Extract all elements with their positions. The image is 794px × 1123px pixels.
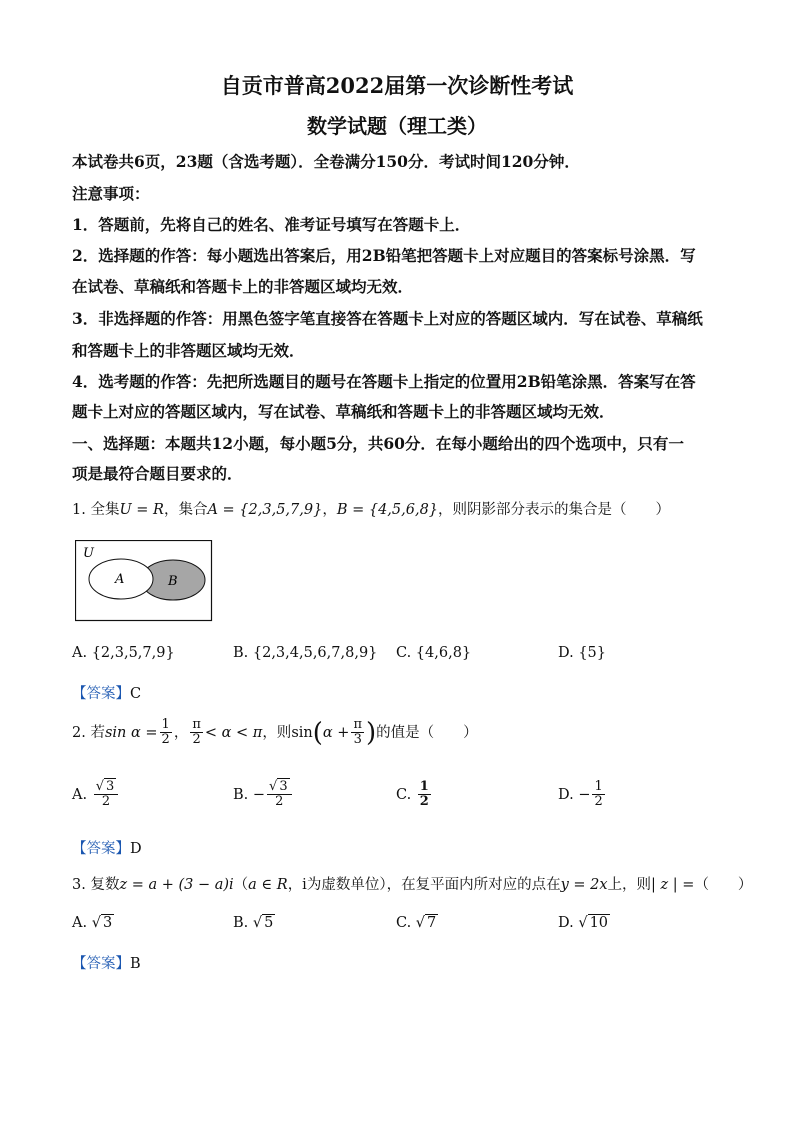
q2-answer [72,837,142,858]
q1-option-a: A. {2,3,5,7,9} [72,645,175,661]
q3-text-4: 上，则 [607,877,652,893]
q1-answer-value: C [130,686,142,702]
q3-option-b-radicand: 5 [264,915,274,931]
q2-option-b-frac: $\frac{√ 3}{2}$ [267,780,292,810]
q3-option-c-radicand: 7 [427,915,437,931]
question-1 [72,498,670,519]
q3-line: y = 2x [560,877,608,893]
notice-line-6: 4．选考题的作答：先把所选题目的题号在答题卡上指定的位置用2B铅笔涂黑．答案写在答 [72,372,696,391]
q2-text-2: ，则 [262,724,292,741]
venn-label-u: U [83,546,94,561]
q2-option-d-label: D. [558,786,574,803]
q2-option-c-num: 1 [419,779,429,794]
q2-pi-third-num: π [353,717,362,732]
exam-intro: 本试卷共6页，23题（含选考题）．全卷满分150分．考试时间120分钟． [72,152,580,171]
q2-answer-value: D [130,841,142,857]
question-2: 2. 若sin α = $\frac{1}{2}$ ， $\frac{\pi}{2}$ < α < π，则sin(α + $\frac{\pi}{3}$ )的值是（ ） [72,717,478,748]
q1-answer-tag: 【答案】 [72,686,130,702]
notice-line-7: 题卡上对应的答题区域内，写在试卷、草稿纸和答题卡上的非答题区域均无效． [72,402,615,421]
notice-heading: 注意事项： [72,184,150,203]
q3-text-3: ，i为虚数单位），在复平面内所对应的点在 [287,877,561,893]
q2-option-c-label: C. [396,786,412,803]
venn-diagram [75,540,213,622]
q2-option-d-sign: − [578,786,591,803]
q3-option-b-label: B. [233,915,249,931]
q2-option-b-label: B. [233,786,249,803]
q3-option-a: A. √ 3 [72,915,113,931]
q1-option-c: C. {4,6,8} [396,645,472,661]
notice-line-1: 1．答题前，先将自己的姓名、准考证号填写在答题卡上． [72,215,471,234]
q2-answer-tag: 【答案】 [72,841,130,857]
q2-alpha-plus: α + [322,724,350,741]
q2-sin-alpha: sin α = [104,724,158,741]
q2-pi-half-den: 2 [192,732,201,748]
q1-option-b: B. {2,3,4,5,6,7,8,9} [233,645,378,661]
q3-text-5: （ ） [694,877,753,893]
q2-option-d-den: 2 [594,794,603,810]
q3-option-c: C. √ 7 [396,915,437,931]
q3-option-d-label: D. [558,915,574,931]
q3-text-2: （ [233,877,249,893]
q3-option-b: B. √ 5 [233,915,274,931]
q3-option-c-label: C. [396,915,412,931]
q3-answer-value: B [130,956,141,972]
q2-pi-third-den: 3 [353,732,362,748]
venn-label-b: B [168,574,178,589]
section-heading-1: 一、选择题：本题共12小题，每小题5分，共60分．在每小题给出的四个选项中，只有一 [72,434,684,453]
section-heading-2: 项是最符合题目要求的． [72,464,243,483]
question-3 [72,873,752,894]
q3-answer [72,952,141,973]
q1-text-4: ，则阴影部分表示的集合是（ ） [438,502,671,518]
q1-text-1: 1. 全集 [72,502,120,518]
q2-option-a [72,780,120,810]
exam-subtitle: 数学试题（理工类） [307,114,487,138]
q2-sep: ， [173,724,189,741]
q3-option-d-radicand: 10 [589,915,609,931]
q2-range: < α < π [204,724,263,741]
q1-set-b: B = {4,5,6,8} [336,502,439,518]
q3-z-expr: z = a + (3 − a)i [119,877,234,893]
q1-option-d: D. {5} [558,645,607,661]
q1-universal-set: U = R [119,502,164,518]
q2-option-b-den: 2 [275,794,284,810]
q2-option-c [396,780,433,810]
q1-text-2: ，集合 [163,502,208,518]
q2-half-den: 2 [161,732,170,748]
q3-text-1: 3. 复数 [72,877,120,893]
q2-option-c-den: 2 [419,794,429,810]
q2-option-d-num: 1 [594,779,603,794]
q2-option-d-frac [592,780,604,810]
venn-label-a: A [115,572,125,587]
q2-option-b [233,780,294,810]
q2-pi-third [351,718,364,748]
q2-option-a-den: 2 [101,794,111,810]
exam-title: 自贡市普高2022届第一次诊断性考试 [220,73,574,98]
q2-option-a-label: A. [72,786,88,803]
q2-sin-2: sin [291,724,313,741]
q2-half-num: 1 [161,717,170,732]
q3-option-d: D. √ 10 [558,915,609,931]
q2-option-b-radicand: 3 [279,779,288,794]
q1-text-3: ， [322,502,337,518]
q2-pi-half [190,718,203,748]
q2-option-a-frac: $\frac{√ 3}{2}$ [94,780,119,810]
q2-option-a-radicand: 3 [106,779,115,794]
q2-pi-half-num: π [192,717,201,732]
q2-option-c-frac [418,780,431,810]
q2-text-3: 的值是（ ） [376,724,478,741]
q2-option-b-sign: − [252,786,266,803]
q3-option-a-radicand: 3 [102,915,113,931]
notice-line-5: 和答题卡上的非答题区域均无效． [72,341,305,360]
notice-line-4: 3．非选择题的作答：用黑色签字笔直接答在答题卡上对应的答题区域内．写在试卷、草稿纸 [72,309,703,328]
notice-line-2: 2．选择题的作答：每小题选出答案后，用2B铅笔把答题卡上对应题目的答案标号涂黑．写 [72,246,696,265]
q1-set-a: A = {2,3,5,7,9} [207,502,323,518]
q3-answer-tag: 【答案】 [72,956,130,972]
q2-text-1: 2. 若 [72,724,105,741]
notice-line-3: 在试卷、草稿纸和答题卡上的非答题区域均无效． [72,277,414,296]
q3-a-in-r: a ∈ R [248,877,288,893]
q2-option-d [558,780,607,810]
q2-half [160,718,172,748]
q3-abs-z: | z | = [651,877,695,893]
q1-answer [72,682,141,703]
q3-option-a-label: A. [72,915,88,931]
